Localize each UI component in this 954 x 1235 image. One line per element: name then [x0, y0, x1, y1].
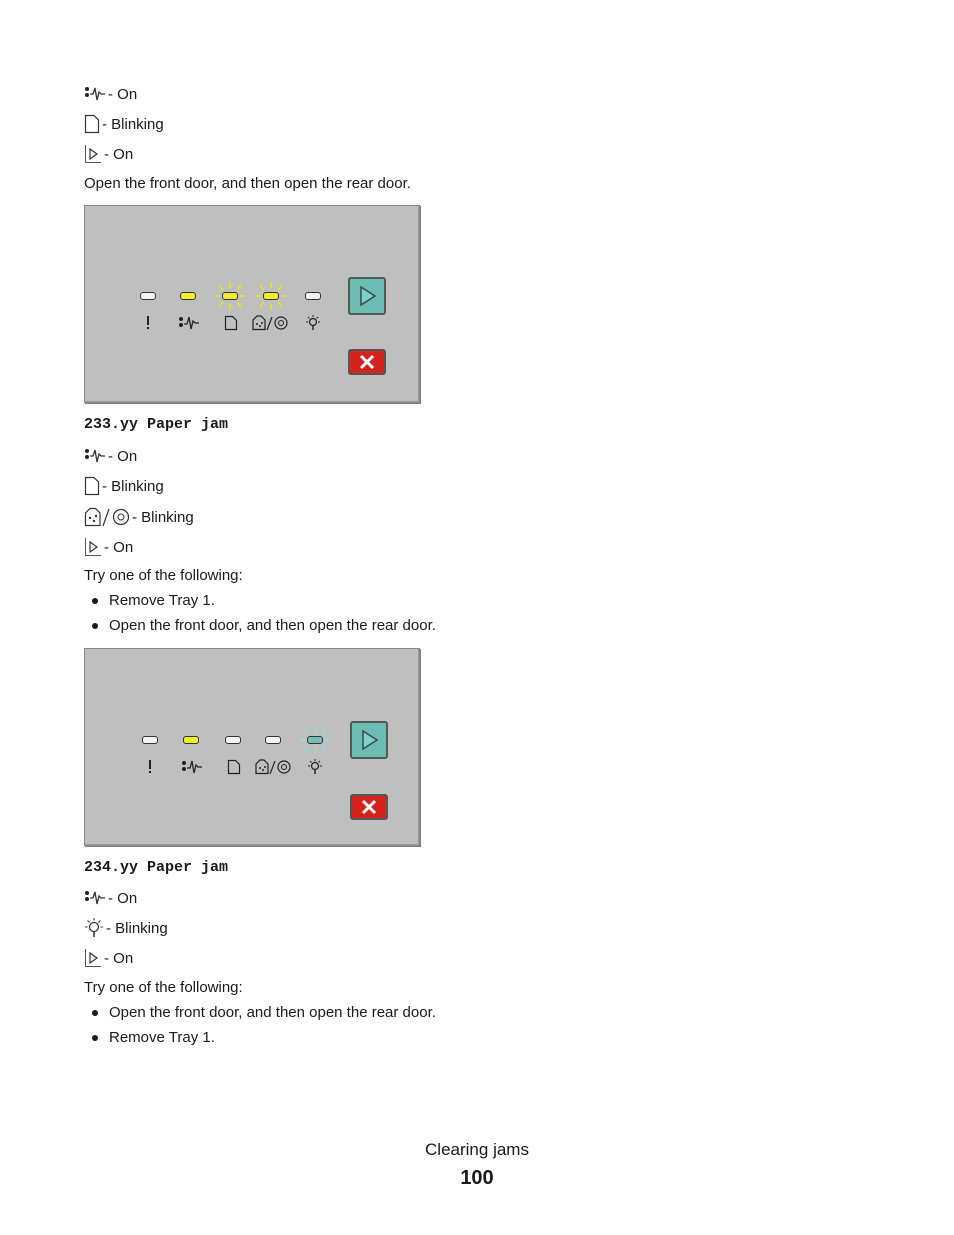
go-button [350, 721, 388, 759]
stop-button [350, 794, 388, 820]
list-item-text: Remove Tray 1. [109, 592, 215, 609]
status-line-paper-jam [84, 84, 137, 104]
paper-jam-icon [84, 889, 106, 907]
operator-panel-image [84, 648, 420, 846]
toner-led [263, 292, 279, 300]
status-text: - On [104, 145, 134, 163]
list-item [92, 592, 215, 609]
toner-photoconductor-icon [255, 759, 295, 775]
load-paper-icon [84, 476, 100, 496]
paper-jam-led [183, 736, 199, 744]
list-item-text: Open the front door, and then open the rear door. [109, 1004, 436, 1021]
bullet-icon [92, 598, 98, 604]
status-line-paper-jam [84, 446, 137, 466]
ready-icon [84, 918, 104, 938]
ready-led [307, 736, 323, 744]
load-paper-icon [84, 114, 100, 134]
status-line-paper-jam [84, 888, 137, 908]
status-line-continue [84, 948, 133, 968]
list-item-text: Open the front door, and then open the rear door. [109, 617, 436, 634]
go-button [348, 277, 386, 315]
status-text: - Blinking [102, 115, 164, 133]
ready-icon [307, 759, 323, 775]
status-text: - On [108, 889, 138, 907]
status-line-continue [84, 144, 133, 164]
paper-jam-led [180, 292, 196, 300]
play-icon [352, 723, 386, 757]
error-code-heading: 234.yy Paper jam [84, 859, 229, 876]
list-item-text: Remove Tray 1. [109, 1029, 215, 1046]
load-paper-led [225, 736, 241, 744]
paper-jam-icon [84, 85, 106, 103]
play-icon [350, 279, 384, 313]
list-item [92, 1004, 436, 1021]
bullet-icon [92, 1035, 98, 1041]
page-number: 100 [460, 1167, 494, 1189]
paper-jam-icon [84, 447, 106, 465]
error-code-heading: 233.yy Paper jam [84, 416, 229, 433]
error-led [142, 736, 158, 744]
paper-jam-icon [178, 315, 200, 331]
paper-jam-icon [181, 759, 203, 775]
toner-led [265, 736, 281, 744]
list-item [92, 617, 436, 634]
toner-photoconductor-icon [252, 315, 292, 331]
error-icon [146, 759, 154, 775]
ready-led [305, 292, 321, 300]
error-icon [144, 315, 152, 331]
status-line-continue [84, 537, 133, 557]
load-paper-icon [224, 315, 238, 331]
instruction-text: Open the front door, and then open the rear door. [84, 175, 411, 192]
ready-icon [305, 315, 321, 331]
continue-icon [84, 948, 102, 968]
status-line-load-paper [84, 476, 164, 496]
status-line-toner [84, 507, 194, 527]
status-text: - Blinking [106, 919, 168, 937]
load-paper-icon [227, 759, 241, 775]
status-text: - On [108, 447, 138, 465]
list-item [92, 1029, 215, 1046]
close-icon [352, 796, 386, 818]
status-line-load-paper [84, 114, 164, 134]
close-icon [350, 351, 384, 373]
continue-icon [84, 144, 102, 164]
status-line-ready [84, 918, 168, 938]
status-text: - Blinking [102, 477, 164, 495]
continue-icon [84, 537, 102, 557]
lead-text: Try one of the following: [84, 567, 243, 584]
load-paper-led [222, 292, 238, 300]
footer-section-title: Clearing jams [425, 1140, 529, 1159]
lead-text: Try one of the following: [84, 979, 243, 996]
status-text: - On [104, 949, 134, 967]
status-text: - On [104, 538, 134, 556]
error-led [140, 292, 156, 300]
status-text: - On [108, 85, 138, 103]
bullet-icon [92, 1010, 98, 1016]
status-text: - Blinking [132, 508, 194, 526]
stop-button [348, 349, 386, 375]
bullet-icon [92, 623, 98, 629]
operator-panel-image [84, 205, 420, 403]
toner-photoconductor-icon [84, 507, 130, 527]
